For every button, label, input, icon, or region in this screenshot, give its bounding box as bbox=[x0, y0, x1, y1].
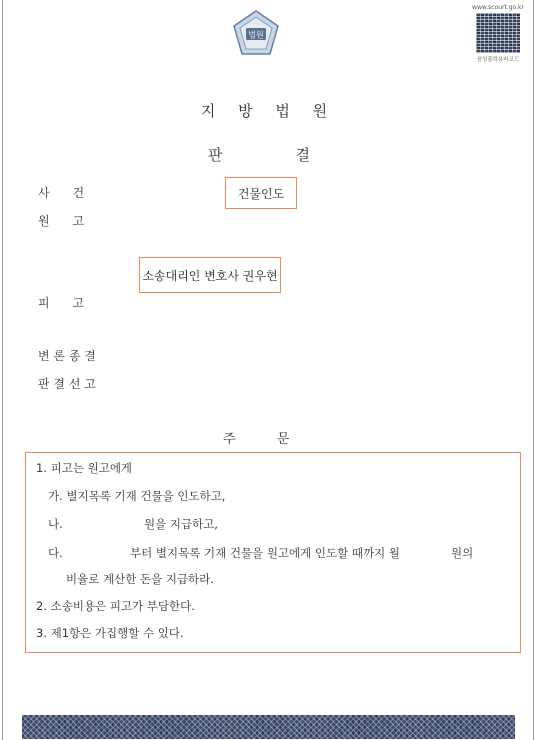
case-name: 건물인도 bbox=[237, 186, 285, 201]
order-line-1-ga: 가. 별지목록 기재 건물을 인도하고, bbox=[48, 489, 226, 503]
qr-code-icon bbox=[476, 13, 520, 53]
argument-closed-label: 변 론 종 결 bbox=[38, 349, 96, 363]
title-char-1: 판 bbox=[208, 146, 223, 164]
order-line-3: 3. 제1항은 가집행할 수 있다. bbox=[36, 626, 184, 640]
court-emblem-icon bbox=[230, 8, 282, 58]
case-label: 사 건 bbox=[38, 186, 85, 200]
order-line-1-da-prefix: 다. bbox=[48, 546, 63, 560]
order-line-1: 1. 피고는 원고에게 bbox=[36, 461, 133, 475]
case-name-box bbox=[225, 177, 297, 209]
order-line-1-na-prefix: 나. bbox=[48, 517, 63, 531]
order-line-1-da-mid: 부터 별지목록 기재 건물을 원고에게 인도할 때까지 월 bbox=[130, 546, 400, 560]
emblem-label: 법원 bbox=[248, 30, 264, 40]
plaintiff-agent: 소송대리인 변호사 권우현 bbox=[142, 268, 278, 283]
security-pattern-band bbox=[22, 715, 515, 739]
plaintiff-agent-box bbox=[139, 257, 281, 293]
order-box bbox=[25, 452, 521, 653]
court-name: 지 방 법 원 bbox=[200, 102, 337, 120]
qr-caption: 음성출력용바코드 bbox=[476, 57, 520, 63]
document-title bbox=[208, 144, 310, 165]
order-line-1-da-cont: 비율로 계산한 돈을 지급하라. bbox=[66, 572, 214, 586]
order-line-1-na-rest: 원을 지급하고, bbox=[144, 517, 218, 531]
plaintiff-label: 원 고 bbox=[38, 214, 85, 228]
order-heading: 주 문 bbox=[223, 432, 290, 447]
title-char-2: 결 bbox=[295, 146, 310, 164]
order-line-2: 2. 소송비용은 피고가 부담한다. bbox=[36, 599, 195, 613]
defendant-label: 피 고 bbox=[38, 296, 85, 310]
qr-url: www.scourt.go.kr bbox=[472, 4, 524, 11]
order-line-1-da-suffix: 원의 bbox=[451, 546, 474, 560]
judgment-date-label: 판 결 선 고 bbox=[38, 377, 96, 391]
